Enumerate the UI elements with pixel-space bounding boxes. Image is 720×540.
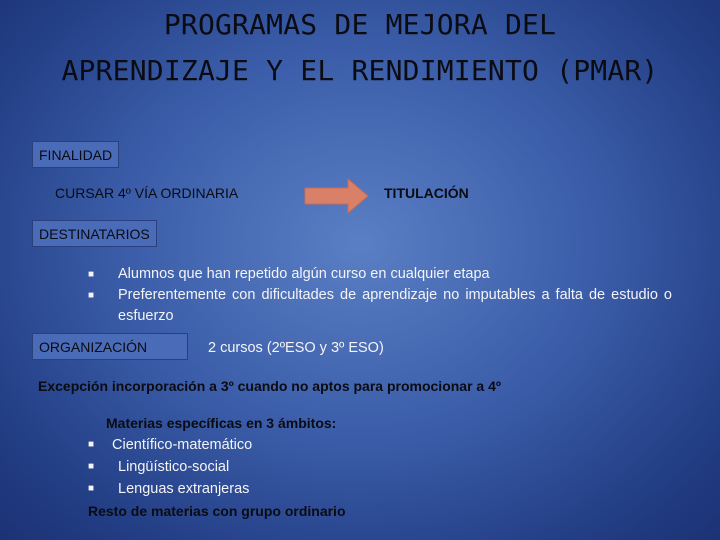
- list-item: [88, 264, 672, 285]
- materias-heading: Materias específicas en 3 ámbitos:: [106, 415, 337, 431]
- square-bullet-icon: ■: [88, 483, 95, 494]
- finalidad-from-text: CURSAR 4º VÍA ORDINARIA: [55, 185, 239, 201]
- excepcion-text: Excepción incorporación a 3º cuando no aptos para promocionar a 4º: [38, 378, 501, 394]
- destinatarios-list: [88, 264, 672, 327]
- right-arrow-icon: [304, 178, 370, 218]
- list-item: [88, 456, 346, 478]
- list-item-text: Preferentemente con dificultades de aprendizaje no imputables a falta de estudio o esfuerzo: [118, 287, 672, 324]
- square-bullet-icon: ■: [88, 439, 95, 450]
- destinatarios-label: DESTINATARIOS: [32, 220, 157, 247]
- finalidad-label: FINALIDAD: [32, 141, 119, 168]
- list-item: [88, 285, 672, 327]
- list-item: [88, 434, 346, 456]
- title-line-1: PROGRAMAS DE MEJORA DEL: [163, 8, 557, 41]
- materias-footer: Resto de materias con grupo ordinario: [88, 503, 346, 519]
- list-item: [88, 478, 346, 500]
- materias-block: [88, 412, 346, 522]
- list-item-text: Alumnos que han repetido algún curso en cualquier etapa: [118, 266, 490, 282]
- list-item-text: Lingüístico-social: [118, 459, 230, 475]
- square-bullet-icon: ■: [88, 461, 95, 472]
- square-bullet-icon: ■: [88, 269, 95, 280]
- title-line-2: APRENDIZAJE Y EL RENDIMIENTO (PMAR): [61, 54, 659, 87]
- list-item-text: Lenguas extranjeras: [118, 481, 250, 497]
- page-title: [0, 2, 720, 94]
- square-bullet-icon: ■: [88, 290, 95, 301]
- list-item-text: Científico-matemático: [112, 437, 253, 453]
- finalidad-to-text: TITULACIÓN: [384, 185, 469, 201]
- organizacion-label: ORGANIZACIÓN: [32, 333, 188, 360]
- organizacion-value: 2 cursos (2ºESO y 3º ESO): [208, 340, 384, 356]
